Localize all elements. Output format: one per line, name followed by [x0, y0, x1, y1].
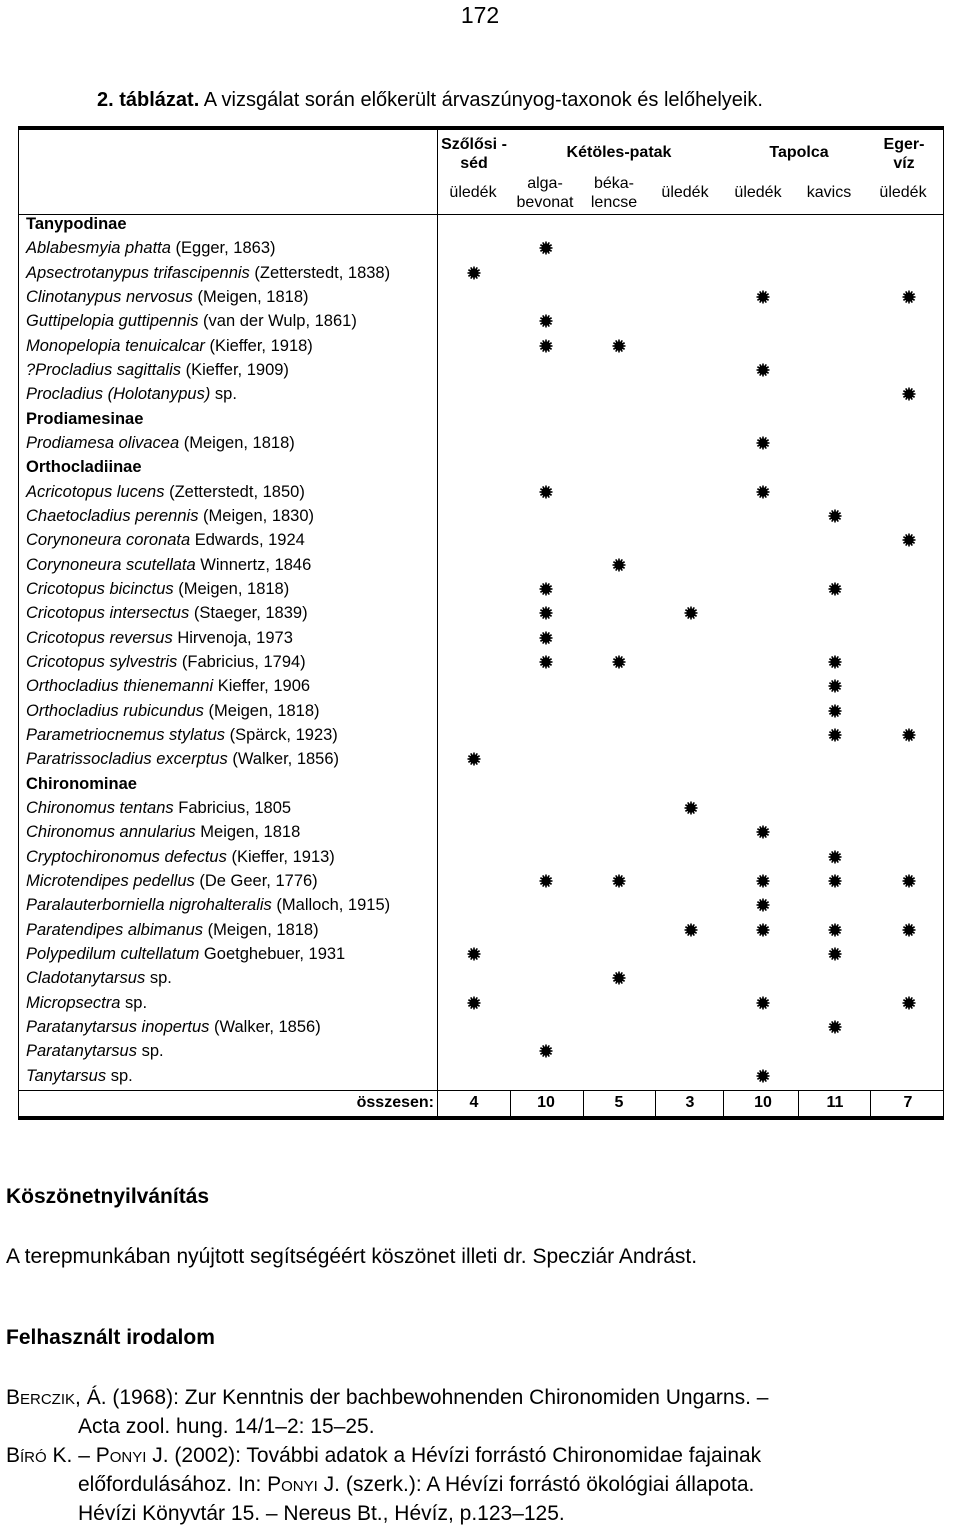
totals-divider: [18, 1090, 944, 1091]
taxon-name: Microtendipes pedellus: [26, 871, 195, 890]
total-value: 7: [903, 1094, 913, 1111]
taxon-row: [26, 480, 305, 504]
taxon-author: Kieffer, 1906: [213, 677, 311, 696]
occurrence-mark: [467, 996, 481, 1010]
occurrence-mark: [902, 996, 916, 1010]
taxon-author: (Meigen, 1818): [173, 579, 290, 598]
taxon-name: Cladotanytarsus: [26, 969, 146, 988]
taxon-row: [26, 382, 237, 406]
taxon-name: Orthocladius rubicundus: [26, 701, 204, 720]
total-value: 5: [614, 1094, 624, 1111]
taxon-name: Apsectrotanypus trifascipennis: [26, 263, 250, 282]
taxon-author: sp.: [106, 1066, 133, 1085]
reference-line: Berczik, Á. (1968): Zur Kenntnis der bachbewohnenden Chironomiden Ungarns. –: [6, 1386, 769, 1409]
taxon-row: [26, 309, 357, 333]
occurrence-mark: [828, 874, 842, 888]
occurrence-mark: [756, 898, 770, 912]
subfamily-name: Chironominae: [26, 774, 137, 793]
sub-header: béka-lencse: [590, 175, 638, 211]
subfamily-heading: [26, 772, 137, 796]
acknowledgement-text: A terepmunkában nyújtott segítségéért köszönet illeti dr. Specziár Andrást.: [6, 1245, 698, 1268]
taxon-author: (Malloch, 1915): [271, 896, 391, 915]
taxon-author: Meigen, 1818: [195, 823, 301, 842]
site-header-tapolca: Tapolca: [769, 144, 829, 161]
occurrence-mark: [539, 655, 553, 669]
taxon-author: Hirvenoja, 1973: [172, 628, 293, 647]
taxon-author: (Meigen, 1818): [192, 287, 309, 306]
taxon-author: (Meigen, 1830): [198, 506, 315, 525]
occurrence-mark: [684, 923, 698, 937]
taxon-row: [26, 626, 293, 650]
occurrence-mark: [828, 582, 842, 596]
sub-header: üledék: [661, 184, 709, 201]
subfamily-heading: [26, 455, 142, 479]
taxon-author: sp.: [210, 385, 237, 404]
taxon-author: (Spärck, 1923): [225, 725, 338, 744]
taxon-author: (Egger, 1863): [170, 239, 276, 258]
occurrence-mark: [902, 533, 916, 547]
occurrence-mark: [539, 1044, 553, 1058]
taxon-row: [26, 918, 319, 942]
taxon-row: [26, 966, 172, 990]
taxon-row: [26, 601, 308, 625]
taxon-column-divider: [437, 130, 438, 1116]
occurrence-mark: [612, 558, 626, 572]
taxon-author: (Meigen, 1818): [179, 433, 295, 452]
totals-separator: [510, 1090, 511, 1116]
taxon-author: sp.: [145, 969, 172, 988]
acknowledgement-heading: Köszönetnyilvánítás: [6, 1185, 210, 1208]
taxon-row: [26, 1039, 164, 1063]
taxon-author: (Fabricius, 1794): [177, 652, 306, 671]
occurrence-mark: [756, 825, 770, 839]
taxon-row: [26, 893, 390, 917]
occurrence-mark: [902, 728, 916, 742]
taxon-name: Orthocladius thienemanni: [26, 677, 214, 696]
taxon-author: Winnertz, 1846: [195, 555, 312, 574]
taxon-author: (Walker, 1856): [209, 1017, 321, 1036]
occurrence-mark: [539, 582, 553, 596]
taxon-row: [26, 1064, 133, 1088]
taxon-name: Polypedilum cultellatum: [26, 944, 200, 963]
taxon-name: Clinotanypus nervosus: [26, 287, 193, 306]
taxon-author: Fabricius, 1805: [173, 798, 292, 817]
occurrence-mark: [756, 290, 770, 304]
taxon-name: Paralauterborniella nigrohalteralis: [26, 896, 272, 915]
site-header-szolosi: Szőlősi -séd: [441, 136, 507, 172]
taxon-row: [26, 674, 310, 698]
taxon-name: Chironomus tentans: [26, 798, 174, 817]
taxon-name: Cricotopus reversus: [26, 628, 173, 647]
occurrence-mark: [539, 606, 553, 620]
taxon-row: [26, 285, 309, 309]
occurrence-mark: [756, 436, 770, 450]
sub-header: üledék: [734, 184, 782, 201]
totals-separator: [655, 1090, 656, 1116]
taxon-row: [26, 869, 318, 893]
taxon-author: sp.: [136, 1042, 164, 1061]
taxon-author: (Meigen, 1818): [203, 920, 319, 939]
taxon-row: [26, 553, 311, 577]
occurrence-mark: [828, 850, 842, 864]
taxon-author: (Kieffer, 1909): [181, 360, 289, 379]
occurrence-mark: [828, 728, 842, 742]
table-right-border: [943, 130, 944, 1116]
occurrence-mark: [756, 996, 770, 1010]
taxon-name: Chaetocladius perennis: [26, 506, 199, 525]
total-value: 10: [754, 1094, 772, 1111]
occurrence-mark: [828, 704, 842, 718]
taxon-row: [26, 796, 291, 820]
taxon-name: Prodiamesa olivacea: [26, 433, 180, 452]
taxon-author: (van der Wulp, 1861): [198, 312, 357, 331]
taxon-row: [26, 261, 390, 285]
total-value: 3: [685, 1094, 695, 1111]
taxon-row: [26, 358, 289, 382]
taxon-row: [26, 942, 345, 966]
taxon-author: (Staeger, 1839): [189, 604, 308, 623]
occurrence-mark: [539, 485, 553, 499]
total-value: 10: [537, 1094, 555, 1111]
occurrence-mark: [684, 606, 698, 620]
taxon-author: Goetghebuer, 1931: [199, 944, 346, 963]
totals-separator: [798, 1090, 799, 1116]
taxon-name: Procladius (Holotanypus): [26, 385, 211, 404]
taxon-row: [26, 431, 295, 455]
table-bottom-rule: [18, 1116, 944, 1120]
subfamily-heading: [26, 212, 127, 236]
reference-line: Acta zool. hung. 14/1–2: 15–25.: [78, 1415, 375, 1438]
subfamily-name: Tanypodinae: [26, 215, 127, 233]
taxon-row: [26, 747, 339, 771]
taxon-row: [26, 723, 338, 747]
taxon-name: Paratanytarsus: [26, 1042, 137, 1061]
reference-line: Hévízi Könyvtár 15. – Nereus Bt., Hévíz, p.123–125.: [78, 1502, 565, 1525]
occurrence-mark: [756, 1069, 770, 1083]
taxon-row: [26, 845, 335, 869]
totals-label: összesen:: [356, 1094, 434, 1111]
occurrence-mark: [467, 947, 481, 961]
occurrence-mark: [902, 387, 916, 401]
occurrence-mark: [539, 874, 553, 888]
subfamily-name: Prodiamesinae: [26, 409, 144, 428]
taxon-name: Micropsectra: [26, 993, 121, 1012]
taxon-name: Monopelopia tenuicalcar: [26, 336, 205, 355]
occurrence-mark: [902, 923, 916, 937]
taxon-author: (Kieffer, 1913): [226, 847, 335, 866]
totals-separator: [583, 1090, 584, 1116]
table-left-border: [18, 130, 19, 1116]
taxon-name: Parametriocnemus stylatus: [26, 725, 225, 744]
sub-header: üledék: [449, 184, 497, 201]
taxon-author: (Zetterstedt, 1850): [164, 482, 305, 501]
occurrence-mark: [467, 752, 481, 766]
taxon-author: Edwards, 1924: [190, 531, 305, 550]
taxon-row: [26, 504, 314, 528]
sub-header: üledék: [879, 184, 927, 201]
occurrence-mark: [612, 339, 626, 353]
table-caption: [97, 89, 763, 112]
occurrence-mark: [756, 874, 770, 888]
sub-header: alga-bevonat: [516, 175, 574, 211]
reference-entry: [6, 1441, 960, 1528]
caption-text: A vizsgálat során előkerült árvaszúnyog-taxonok és lelőhelyeik.: [199, 89, 763, 111]
site-header-eger: Eger-víz: [883, 136, 925, 172]
taxon-name: Tanytarsus: [26, 1066, 107, 1085]
taxon-row: [26, 334, 313, 358]
taxon-author: sp.: [120, 993, 148, 1012]
taxon-row: [26, 577, 289, 601]
occurrence-mark: [828, 509, 842, 523]
occurrence-mark: [612, 874, 626, 888]
reference-line: előfordulásához. In: Ponyi J. (szerk.): A Hévízi forrástó ökológiai állapota.: [78, 1473, 755, 1496]
taxon-name: Cryptochironomus defectus: [26, 847, 227, 866]
occurrence-mark: [828, 655, 842, 669]
occurrence-mark: [828, 679, 842, 693]
occurrence-mark: [756, 363, 770, 377]
totals-separator: [870, 1090, 871, 1116]
taxon-name: Chironomus annularius: [26, 823, 196, 842]
caption-label: 2. táblázat.: [97, 89, 200, 111]
occurrence-mark: [539, 241, 553, 255]
occurrence-mark: [902, 290, 916, 304]
taxon-name: Paratrissocladius excerptus: [26, 750, 228, 769]
site-header-ketoles: Kétöles-patak: [566, 144, 672, 161]
taxon-row: [26, 528, 305, 552]
occurrence-mark: [539, 631, 553, 645]
sub-header: kavics: [806, 184, 852, 201]
total-value: 4: [469, 1094, 479, 1111]
occurrence-mark: [612, 655, 626, 669]
occurrence-mark: [756, 485, 770, 499]
taxon-name: Paratanytarsus inopertus: [26, 1017, 210, 1036]
references-heading: Felhasznált irodalom: [6, 1326, 215, 1349]
subfamily-name: Orthocladiinae: [26, 458, 142, 477]
reference-line: Bíró K. – Ponyi J. (2002): További adatok a Hévízi forrástó Chironomidae fajainak: [6, 1444, 762, 1467]
totals-separator: [723, 1090, 724, 1116]
taxon-name: Paratendipes albimanus: [26, 920, 204, 939]
taxon-name: Acricotopus lucens: [26, 482, 165, 501]
subfamily-heading: [26, 407, 143, 431]
taxon-row: [26, 236, 276, 260]
occurrence-mark: [539, 339, 553, 353]
occurrence-mark: [612, 971, 626, 985]
page-number: 172: [460, 2, 500, 28]
taxon-author: (Kieffer, 1918): [204, 336, 313, 355]
taxon-name: ?Procladius sagittalis: [26, 360, 181, 379]
occurrence-mark: [828, 1020, 842, 1034]
taxon-author: (Walker, 1856): [227, 750, 340, 769]
occurrence-mark: [684, 801, 698, 815]
table-top-rule: [18, 126, 944, 130]
taxon-row: [26, 820, 300, 844]
occurrence-mark: [467, 266, 481, 280]
taxon-name: Guttipelopia guttipennis: [26, 312, 199, 331]
occurrence-mark: [902, 874, 916, 888]
taxon-row: [26, 650, 306, 674]
taxon-name: Corynoneura coronata: [26, 531, 191, 550]
taxon-row: [26, 1015, 321, 1039]
taxon-name: Cricotopus bicinctus: [26, 579, 174, 598]
total-value: 11: [826, 1094, 844, 1111]
taxon-row: [26, 991, 147, 1015]
occurrence-mark: [828, 947, 842, 961]
taxon-name: Ablabesmyia phatta: [26, 239, 171, 258]
taxon-author: (Meigen, 1818): [203, 701, 320, 720]
header-divider: [18, 214, 944, 215]
reference-entry: [6, 1383, 960, 1441]
taxon-author: (Zetterstedt, 1838): [249, 263, 391, 282]
taxon-author: (De Geer, 1776): [194, 871, 318, 890]
taxon-row: [26, 699, 320, 723]
occurrence-mark: [828, 923, 842, 937]
occurrence-mark: [756, 923, 770, 937]
taxon-name: Corynoneura scutellata: [26, 555, 196, 574]
taxon-name: Cricotopus intersectus: [26, 604, 190, 623]
occurrence-mark: [539, 314, 553, 328]
taxon-name: Cricotopus sylvestris: [26, 652, 178, 671]
